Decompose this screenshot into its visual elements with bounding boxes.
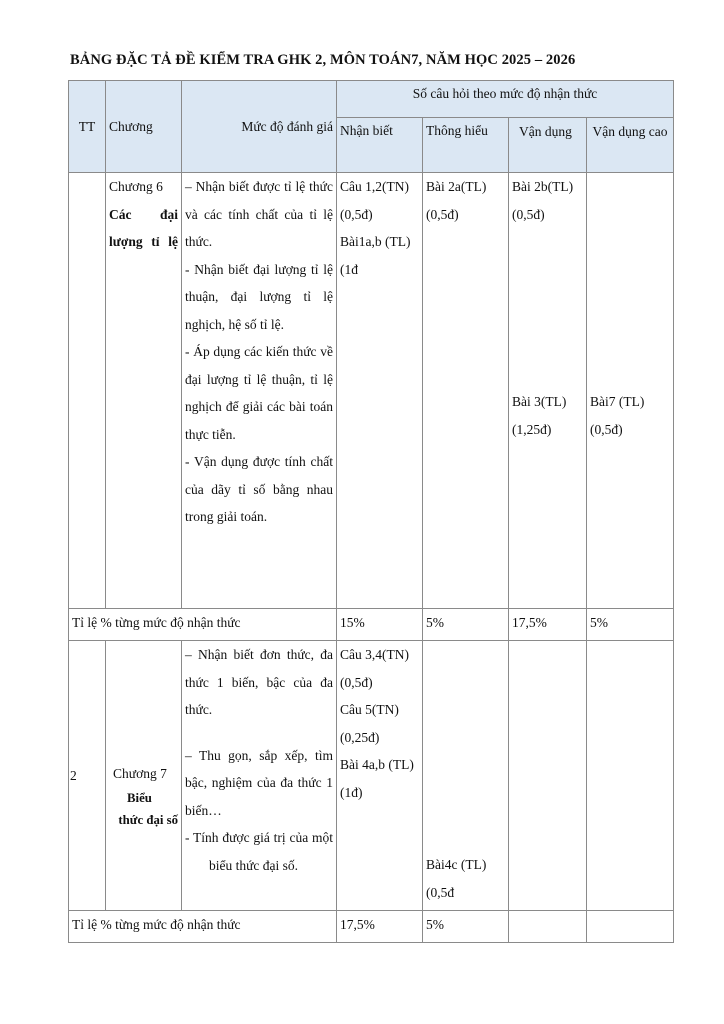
cell-text: Bài 3(TL) xyxy=(512,394,567,409)
chapter-6-criteria xyxy=(182,173,337,609)
cell-text: Bài4c (TL) xyxy=(426,857,487,872)
header-muc-do: Mức độ đánh giá xyxy=(182,81,337,173)
header-van-dung-cao: Vận dụng cao xyxy=(587,118,674,173)
header-tt: TT xyxy=(69,81,106,173)
cell-text: (0,5đ) xyxy=(426,206,459,222)
cell-text: Bài 2a(TL) xyxy=(426,179,487,194)
ratio-1-van-dung: 17,5% xyxy=(509,609,587,641)
header-van-dung: Vận dụng xyxy=(509,118,587,173)
chapter-7-name-cell xyxy=(106,641,182,911)
criterion-6-1: – Nhận biết được tỉ lệ thức và các tính chất của tỉ lệ thức. xyxy=(185,179,333,249)
ratio-1-thong-hieu: 5% xyxy=(423,609,509,641)
cell-text: Bài1a,b (TL) xyxy=(340,234,411,249)
chapter-6-van-dung-cao xyxy=(587,173,674,609)
chapter-7-tt: 2 xyxy=(69,641,106,911)
chapter-6-subtitle: Các đại lượng tỉ lệ xyxy=(109,206,178,249)
ratio-row-1 xyxy=(69,609,674,641)
chapter-7-row xyxy=(69,641,674,911)
specification-table xyxy=(68,80,674,943)
chapter-6-name-cell xyxy=(106,173,182,609)
chapter-7-nhan-biet xyxy=(337,641,423,911)
chapter-7-subtitle-1: Biểu xyxy=(127,790,152,805)
cell-text: Bài7 (TL) xyxy=(590,394,645,409)
chapter-7-subtitle-2: thức đại số xyxy=(118,812,178,827)
header-nhan-biet: Nhận biết xyxy=(337,118,423,173)
chapter-7-van-dung xyxy=(509,641,587,911)
criterion-6-3: - Áp dụng các kiến thức về đại lượng tỉ lệ thuận, tỉ lệ nghịch để giải các bài toán thực tiễn. xyxy=(185,344,333,442)
cell-text: Bài 2b(TL) xyxy=(512,179,574,194)
chapter-6-row xyxy=(69,173,674,609)
cell-text: (0,5đ) xyxy=(512,206,545,222)
header-thong-hieu: Thông hiểu xyxy=(423,118,509,173)
cell-text: Câu 5(TN) xyxy=(340,702,399,717)
ratio-2-thong-hieu: 5% xyxy=(423,911,509,943)
header-row-1 xyxy=(69,81,674,118)
cell-text: (0,5đ) xyxy=(340,674,373,690)
document-title: BẢNG ĐẶC TẢ ĐỀ KIỂM TRA GHK 2, MÔN TOÁN7, NĂM HỌC 2025 – 2026 xyxy=(70,52,576,68)
criterion-7-2: – Thu gọn, sắp xếp, tìm bậc, nghiệm của đa thức 1 biến… xyxy=(185,747,333,818)
spacer xyxy=(590,173,670,388)
spacer xyxy=(426,641,505,851)
chapter-6-nhan-biet xyxy=(337,173,423,609)
ratio-row-2 xyxy=(69,911,674,943)
spacer xyxy=(185,724,333,742)
criterion-6-2: - Nhận biết đại lượng tỉ lệ thuận, đại lượng tỉ lệ nghịch, hệ số tỉ lệ. xyxy=(185,261,333,332)
cell-text: (0,5đ) xyxy=(340,206,373,222)
ratio-2-van-dung xyxy=(509,911,587,943)
chapter-6-name: Chương 6 xyxy=(109,179,163,194)
cell-text: (0,5đ xyxy=(426,884,455,900)
ratio-1-nhan-biet: 15% xyxy=(337,609,423,641)
ratio-2-van-dung-cao xyxy=(587,911,674,943)
cell-text: (1,25đ) xyxy=(512,421,552,437)
cell-text: (1đ) xyxy=(340,784,363,800)
ratio-2-label: Tỉ lệ % từng mức độ nhận thức xyxy=(69,911,337,943)
cell-text: (1đ xyxy=(340,261,358,277)
chapter-6-van-dung xyxy=(509,173,587,609)
criterion-7-1: – Nhận biết đơn thức, đa thức 1 biến, bậc của đa thức. xyxy=(185,647,333,717)
spacer xyxy=(512,228,583,388)
cell-text: Câu 3,4(TN) xyxy=(340,647,409,662)
cell-text: Câu 1,2(TN) xyxy=(340,179,409,194)
chapter-7-thong-hieu xyxy=(423,641,509,911)
chapter-6-thong-hieu xyxy=(423,173,509,609)
chapter-7-criteria xyxy=(182,641,337,911)
criterion-7-3: - Tính được giá trị của một biểu thức đại số. xyxy=(185,830,333,873)
cell-text: Bài 4a,b (TL) xyxy=(340,757,414,772)
chapter-6-tt xyxy=(69,173,106,609)
ratio-1-van-dung-cao: 5% xyxy=(587,609,674,641)
chapter-7-name: Chương 7 xyxy=(113,765,167,781)
cell-text: (0,5đ) xyxy=(590,421,623,437)
ratio-2-nhan-biet: 17,5% xyxy=(337,911,423,943)
header-chuong: Chương xyxy=(106,81,182,173)
cell-text: (0,25đ) xyxy=(340,729,380,745)
criterion-6-4: - Vận dụng được tính chất của dãy tỉ số bằng nhau trong giải toán. xyxy=(185,454,333,524)
chapter-7-van-dung-cao xyxy=(587,641,674,911)
header-so-cau: Số câu hỏi theo mức độ nhận thức xyxy=(337,81,674,118)
ratio-1-label: Tỉ lệ % từng mức độ nhận thức xyxy=(69,609,337,641)
